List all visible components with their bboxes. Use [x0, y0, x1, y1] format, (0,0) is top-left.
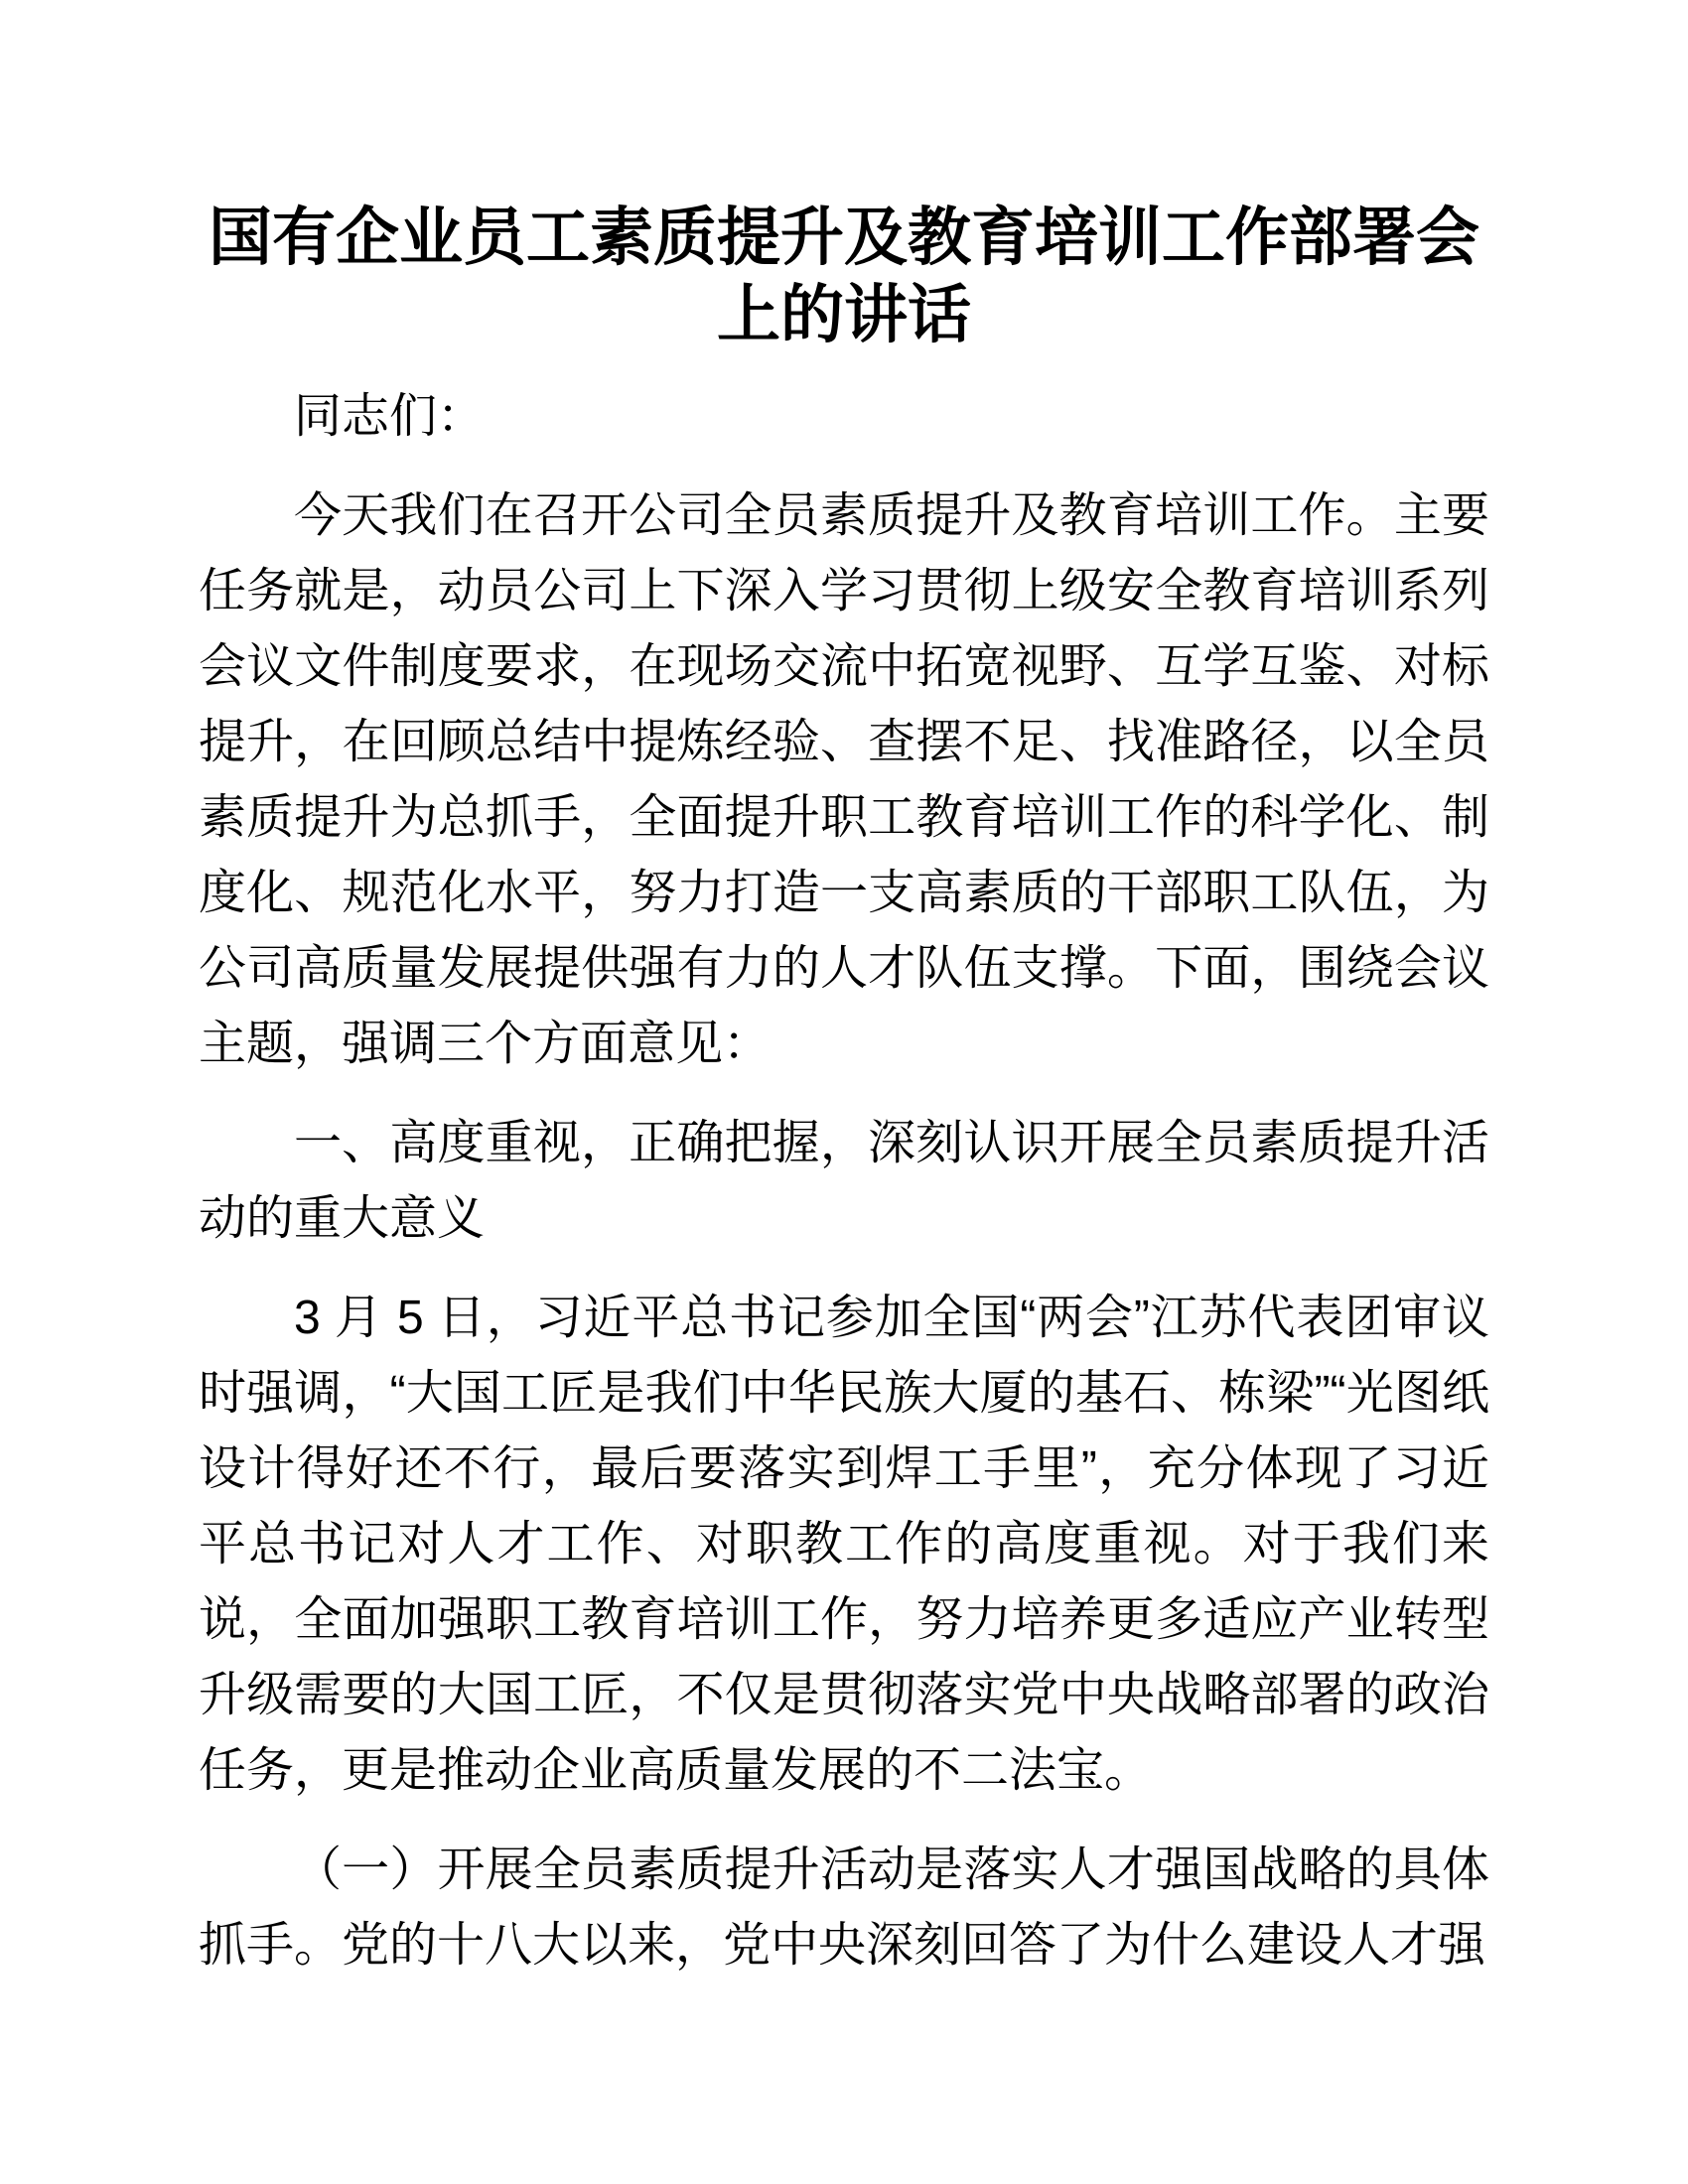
- document-title: 国有企业员工素质提升及教育培训工作部署会上的讲话: [209, 202, 1479, 350]
- salutation: 同志们：: [294, 390, 486, 443]
- section-heading-1: 一、高度重视，正确把握，深刻认识开展全员素质提升活动的重大意义: [199, 1117, 1489, 1245]
- intro-paragraph: 今天我们在召开公司全员素质提升及教育培训工作。主要任务就是，动员公司上下深入学习贯彻上级安全教育培训系列会议文件制度要求，在现场交流中拓宽视野、互学互鉴、对标提升，在回顾总结中提炼经验、查摆不足、找准路径，以全员素质提升为总抓手，全面提升职工教育培训工作的科学化、制度化、规范化水平，努力打造一支高素质的干部职工队伍，为公司高质量发展提供强有力的人才队伍支撑。下面，围绕会议主题，强调三个方面意见：: [199, 489, 1489, 1070]
- paragraph-subpoint-1: （一）开展全员素质提升活动是落实人才强国战略的具体抓手。党的十八大以来，党中央深刻回答了为什么建设人才强: [199, 1843, 1489, 1972]
- paragraph-leader-remarks: 3 月 5 日，习近平总书记参加全国“两会”江苏代表团审议时强调，“大国工匠是我们中华民族大厦的基石、栋梁”“光图纸设计得好还不行，最后要落实到焊工手里”，充分体现了习近平总书记对人才工作、对职教工作的高度重视。对于我们来说，全面加强职工教育培训工作，努力培养更多适应产业转型升级需要的大国工匠，不仅是贯彻落实党中央战略部署的政治任务，更是推动企业高质量发展的不二法宝。: [199, 1292, 1489, 1797]
